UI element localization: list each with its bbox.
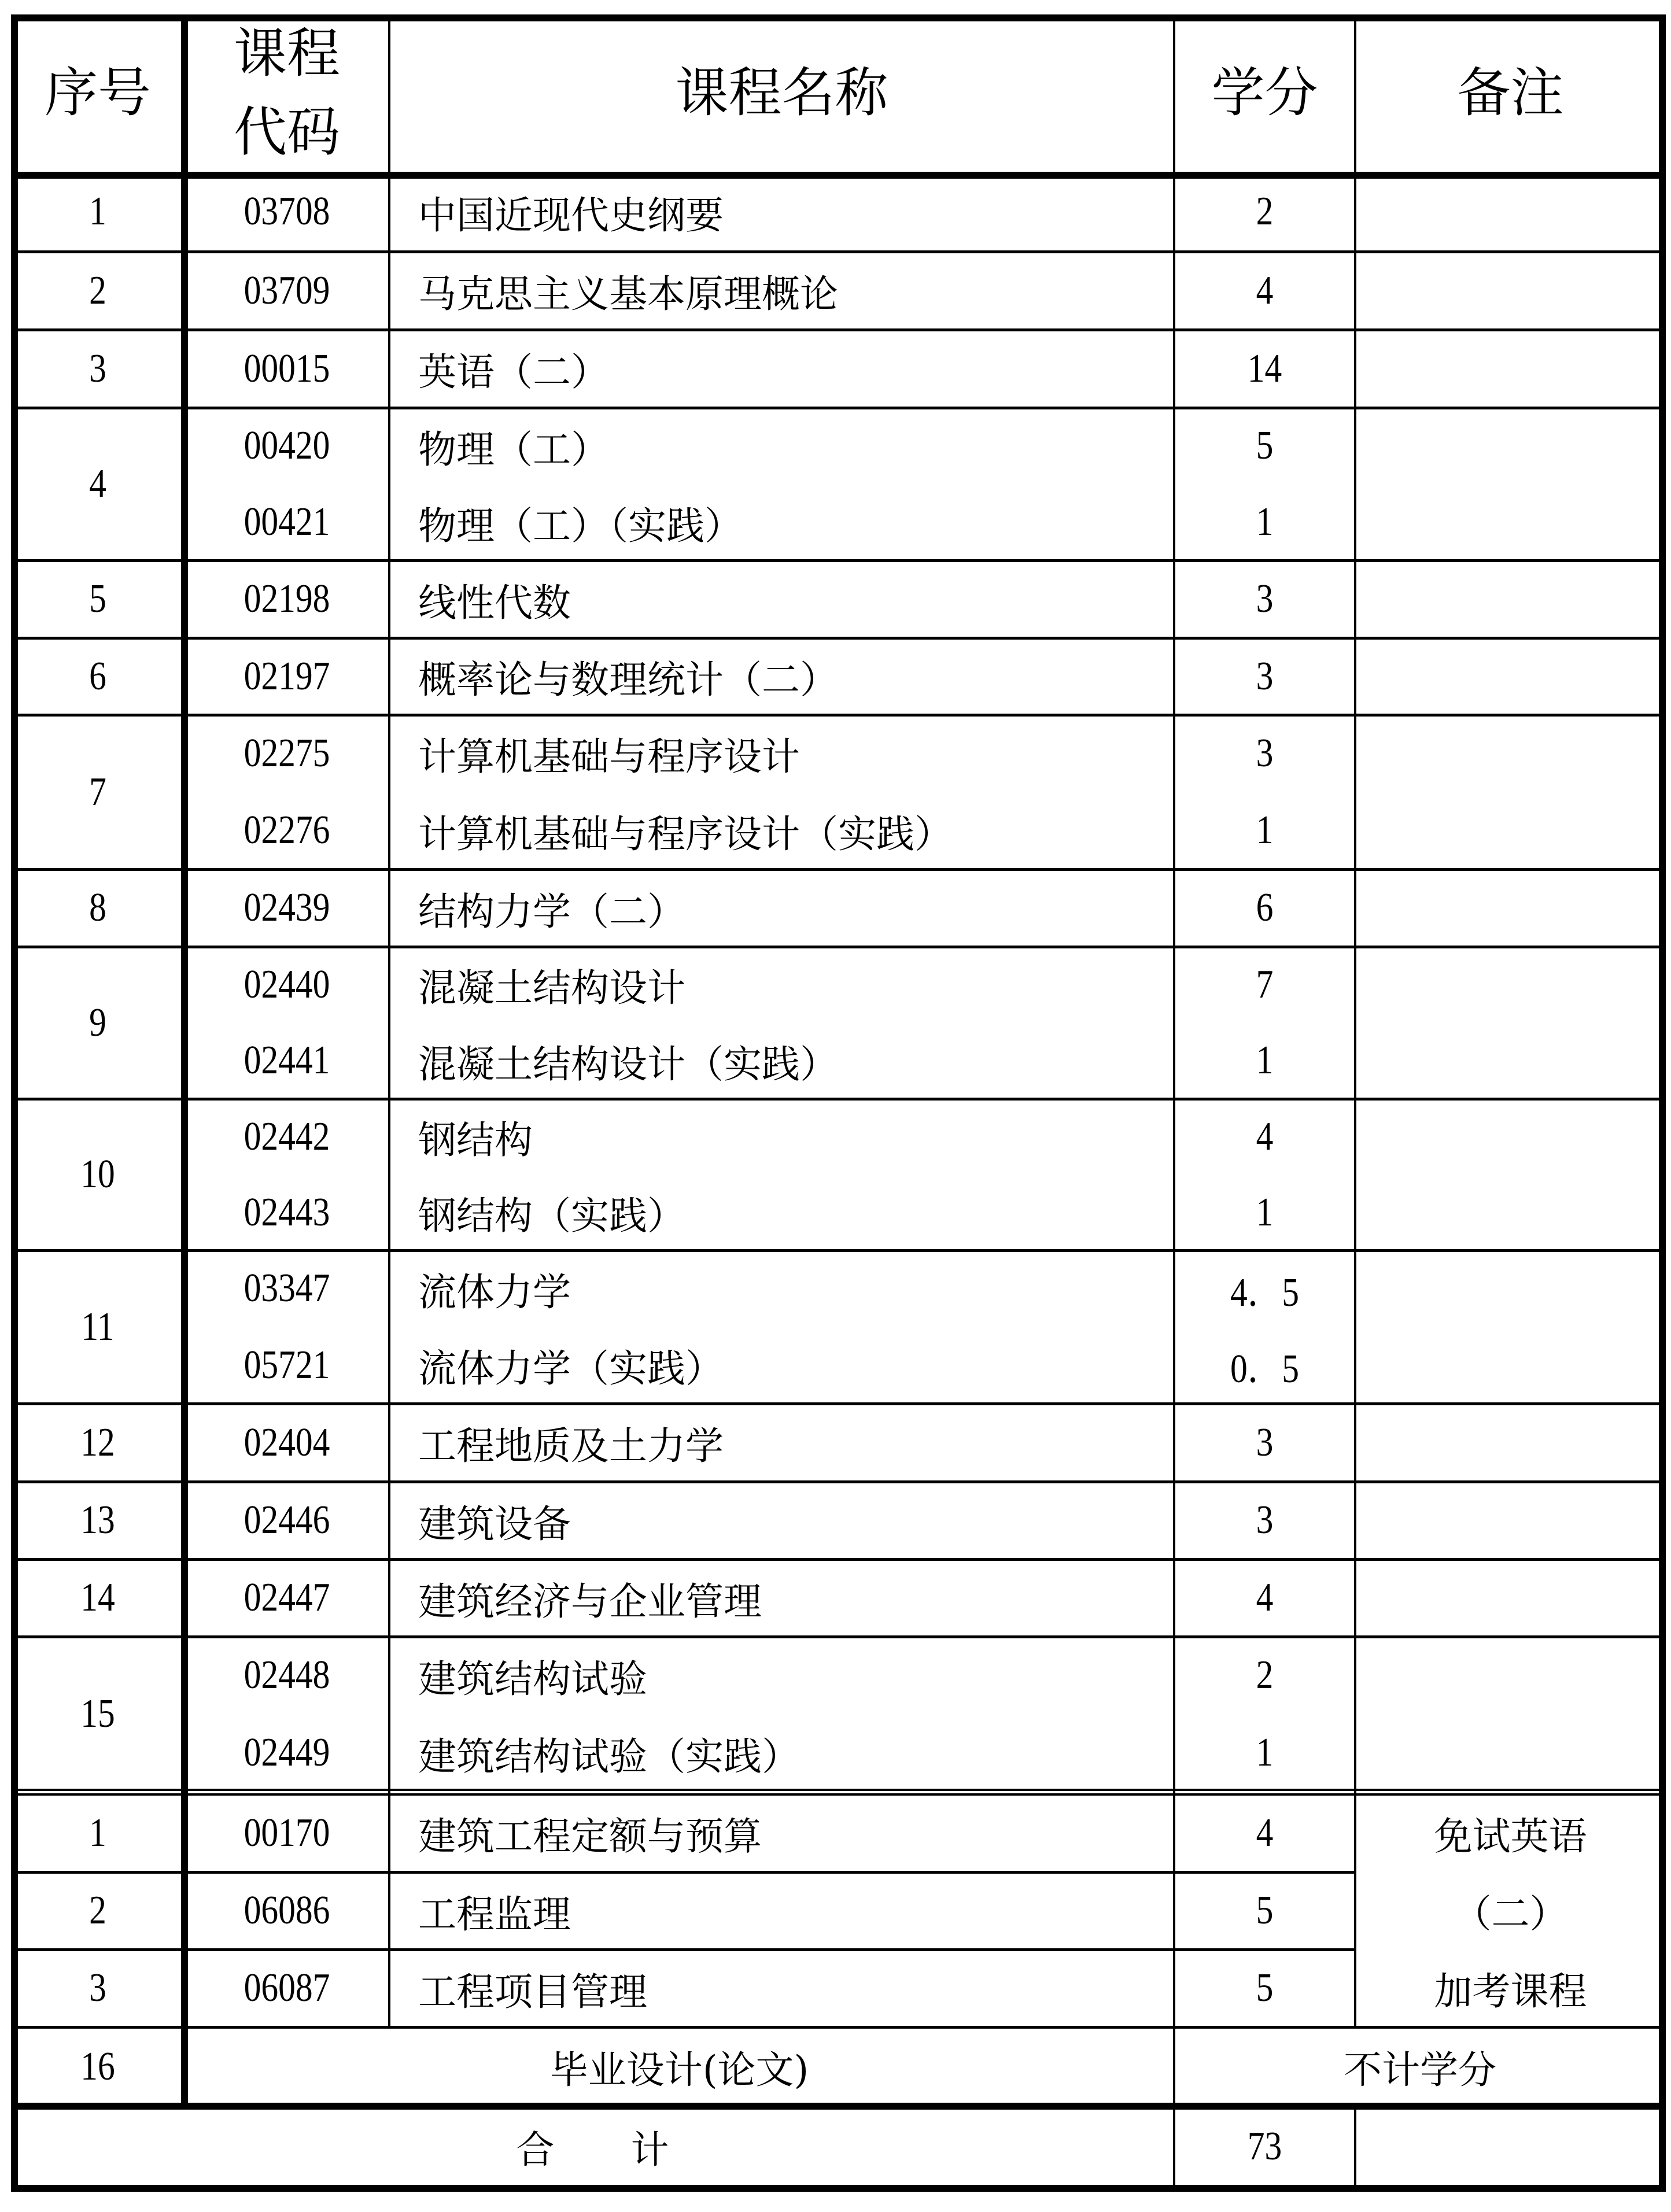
row-rule xyxy=(11,1249,1666,1252)
extra-credits-text: 5 xyxy=(1256,1888,1274,1933)
course-code-text: 02443 xyxy=(244,1190,330,1235)
course-credits xyxy=(1187,1250,1341,1327)
course-remarks xyxy=(1355,715,1666,869)
extra-credits-text: 5 xyxy=(1256,1966,1274,2010)
header-seq-text: 序号 xyxy=(44,62,151,124)
course-name xyxy=(389,1404,1174,1482)
row-rule xyxy=(11,559,1666,562)
header-code xyxy=(185,14,389,172)
row-rule xyxy=(11,637,1666,640)
row-seq xyxy=(24,1482,172,1559)
course-code xyxy=(200,484,374,560)
course-plan-table xyxy=(11,14,1666,2192)
course-credits xyxy=(1187,252,1341,330)
course-name xyxy=(389,408,1174,484)
thesis-name xyxy=(185,2027,1174,2106)
course-name xyxy=(389,1099,1174,1175)
course-code xyxy=(200,1714,374,1792)
total-remarks xyxy=(1355,2106,1666,2187)
course-code-text: 02198 xyxy=(244,577,330,621)
course-code xyxy=(200,1404,374,1482)
course-remarks xyxy=(1355,1250,1666,1404)
course-credits-text: 1 xyxy=(1256,1190,1274,1235)
course-name xyxy=(389,1559,1174,1637)
header-seq xyxy=(11,14,185,172)
course-name xyxy=(389,792,1174,870)
course-credits-text: 7 xyxy=(1256,962,1274,1007)
course-name-text: 混凝土结构设计 xyxy=(418,966,685,1011)
course-code-text: 02441 xyxy=(244,1038,330,1083)
course-name xyxy=(389,947,1174,1023)
course-code xyxy=(200,252,374,330)
course-code-text: 02275 xyxy=(244,730,330,776)
col-rule-credits-total xyxy=(1354,2106,1356,2187)
course-code xyxy=(200,330,374,408)
row-seq-text: 10 xyxy=(80,1152,115,1197)
course-code xyxy=(200,1250,374,1327)
extra-row-rule xyxy=(11,2026,1666,2029)
header-remarks-text: 备注 xyxy=(1457,62,1564,124)
row-seq-text: 14 xyxy=(80,1575,115,1620)
course-name-text: 工程地质及土力学 xyxy=(418,1424,724,1468)
extra-name-text: 工程项目管理 xyxy=(418,1969,647,2014)
row-rule xyxy=(11,868,1666,871)
header-credits-text: 学分 xyxy=(1211,62,1318,124)
course-credits-text: 4 xyxy=(1256,1114,1274,1159)
row-rule xyxy=(11,1480,1666,1483)
course-credits-text: 3 xyxy=(1256,653,1274,699)
extra-credits xyxy=(1187,1872,1341,1949)
double-rule-bottom xyxy=(11,1793,1666,1796)
course-remarks xyxy=(1355,1637,1666,1792)
course-name-text: 混凝土结构设计（实践） xyxy=(418,1042,838,1087)
course-credits xyxy=(1187,1482,1341,1559)
header-code-line2: 代码 xyxy=(233,101,340,164)
course-remarks xyxy=(1355,560,1666,638)
row-rule xyxy=(11,1558,1666,1561)
course-code-text: 02448 xyxy=(244,1653,330,1697)
course-name-text: 英语（二） xyxy=(418,350,609,394)
extra-name-text: 工程监理 xyxy=(418,1892,571,1937)
course-credits-text: 0．5 xyxy=(1230,1347,1299,1392)
course-code xyxy=(200,1023,374,1099)
extra-code-text: 00170 xyxy=(244,1810,330,1855)
course-name-text: 马克思主义基本原理概论 xyxy=(418,272,838,316)
course-credits-text: 1 xyxy=(1256,1730,1274,1775)
course-credits-text: 3 xyxy=(1256,1420,1274,1465)
row-seq-text: 12 xyxy=(80,1420,115,1465)
course-name-text: 物理（工）（实践） xyxy=(418,503,743,548)
extra-seq xyxy=(24,1949,172,2027)
course-code xyxy=(200,947,374,1023)
row-rule xyxy=(11,328,1666,331)
total-label-text: 合 计 xyxy=(516,2128,669,2172)
row-seq-text: 7 xyxy=(89,769,106,814)
course-credits xyxy=(1187,560,1341,638)
course-name xyxy=(389,869,1174,947)
total-credits xyxy=(1187,2106,1341,2187)
row-seq-text: 13 xyxy=(80,1498,115,1542)
extra-seq-text: 3 xyxy=(89,1966,106,2010)
row-seq xyxy=(24,869,172,947)
course-name-text: 建筑经济与企业管理 xyxy=(418,1579,762,1624)
course-name-text: 物理（工） xyxy=(418,427,609,472)
course-name xyxy=(389,330,1174,408)
row-seq xyxy=(24,330,172,408)
extra-seq-text: 1 xyxy=(89,1810,106,1855)
course-credits-text: 2 xyxy=(1256,1653,1274,1697)
course-credits-text: 3 xyxy=(1256,577,1274,621)
course-name-text: 中国近现代史纲要 xyxy=(418,193,724,238)
extra-code-text: 06087 xyxy=(244,1966,330,2010)
row-seq xyxy=(24,715,172,869)
header-bottom-rule xyxy=(11,172,1666,179)
course-code xyxy=(200,1099,374,1175)
course-code-text: 00420 xyxy=(244,423,330,468)
course-name xyxy=(389,1250,1174,1327)
row-seq-text: 11 xyxy=(81,1304,115,1349)
row-seq-text: 2 xyxy=(89,268,106,313)
course-name xyxy=(389,172,1174,252)
course-remarks xyxy=(1355,1099,1666,1250)
course-code-text: 02446 xyxy=(244,1498,330,1542)
course-code xyxy=(200,1327,374,1404)
course-credits xyxy=(1187,1559,1341,1637)
extra-remark-line1: 免试英语 xyxy=(1434,1814,1587,1859)
course-name xyxy=(389,715,1174,792)
row-seq xyxy=(24,1099,172,1250)
thesis-credits xyxy=(1174,2027,1666,2106)
course-name xyxy=(389,560,1174,638)
total-top-rule xyxy=(11,2103,1666,2110)
course-credits-text: 5 xyxy=(1256,423,1274,468)
course-credits-text: 1 xyxy=(1256,808,1274,853)
course-name xyxy=(389,1714,1174,1792)
course-code xyxy=(200,1559,374,1637)
course-code-text: 00421 xyxy=(244,500,330,544)
extra-code-text: 06086 xyxy=(244,1888,330,1933)
table-left-border xyxy=(11,14,18,2192)
row-seq-text: 6 xyxy=(89,653,106,699)
course-credits-text: 1 xyxy=(1256,1038,1274,1083)
course-credits xyxy=(1187,1175,1341,1250)
course-credits xyxy=(1187,172,1341,252)
total-credits-text: 73 xyxy=(1247,2124,1282,2169)
row-rule xyxy=(11,407,1666,409)
header-name xyxy=(389,14,1174,172)
course-credits-text: 4 xyxy=(1256,268,1274,313)
extra-credits xyxy=(1187,1949,1341,2027)
extra-code xyxy=(200,1794,374,1872)
extra-seq xyxy=(24,1794,172,1872)
course-name-text: 线性代数 xyxy=(418,580,571,625)
double-rule-top xyxy=(11,1789,1666,1791)
row-seq xyxy=(24,408,172,560)
course-name xyxy=(389,1327,1174,1404)
row-rule xyxy=(11,1635,1666,1638)
course-code-text: 05721 xyxy=(244,1342,330,1387)
extra-remark xyxy=(1355,1794,1666,2027)
course-credits-text: 4 xyxy=(1256,1575,1274,1620)
row-rule xyxy=(11,250,1666,253)
course-code-text: 03708 xyxy=(244,189,330,234)
course-credits xyxy=(1187,1714,1341,1792)
table-bottom-border xyxy=(11,2185,1666,2192)
col-rule-code xyxy=(388,14,390,2027)
extra-name xyxy=(389,1872,1174,1949)
course-remarks xyxy=(1355,330,1666,408)
extra-remark-line3: 加考课程 xyxy=(1434,1969,1587,2014)
total-label xyxy=(11,2106,1174,2187)
course-code xyxy=(200,715,374,792)
course-code xyxy=(200,792,374,870)
row-seq xyxy=(24,1250,172,1404)
course-remarks xyxy=(1355,172,1666,252)
course-credits xyxy=(1187,869,1341,947)
row-seq xyxy=(24,560,172,638)
course-remarks xyxy=(1355,638,1666,715)
course-name-text: 建筑结构试验 xyxy=(418,1656,647,1701)
course-remarks xyxy=(1355,1559,1666,1637)
course-credits xyxy=(1187,330,1341,408)
col-rule-credits xyxy=(1354,14,1356,2027)
course-name xyxy=(389,484,1174,560)
course-name-text: 钢结构（实践） xyxy=(418,1194,685,1238)
course-name-text: 建筑结构试验（实践） xyxy=(418,1734,800,1779)
course-code-text: 03709 xyxy=(244,268,330,313)
course-code-text: 02439 xyxy=(244,885,330,930)
course-code xyxy=(200,560,374,638)
course-credits xyxy=(1187,947,1341,1023)
course-name-text: 结构力学（二） xyxy=(418,889,685,934)
row-seq xyxy=(24,1637,172,1792)
course-name-text: 计算机基础与程序设计（实践） xyxy=(418,811,953,856)
course-code-text: 00015 xyxy=(244,346,330,391)
row-seq-text: 15 xyxy=(80,1692,115,1736)
thesis-seq-text: 16 xyxy=(80,2044,115,2089)
course-name-text: 流体力学（实践） xyxy=(418,1346,724,1391)
row-seq-text: 4 xyxy=(89,461,106,506)
extra-name xyxy=(389,1949,1174,2027)
course-credits xyxy=(1187,1327,1341,1404)
col-rule-name xyxy=(1173,14,1175,2192)
course-remarks xyxy=(1355,408,1666,560)
course-remarks xyxy=(1355,1404,1666,1482)
course-remarks xyxy=(1355,947,1666,1099)
extra-name-text: 建筑工程定额与预算 xyxy=(418,1814,762,1859)
course-credits-text: 1 xyxy=(1256,500,1274,544)
course-remarks xyxy=(1355,869,1666,947)
course-name xyxy=(389,1023,1174,1099)
course-credits xyxy=(1187,1099,1341,1175)
course-credits xyxy=(1187,1637,1341,1714)
course-name xyxy=(389,1482,1174,1559)
extra-remark-line2: （二） xyxy=(1453,1891,1568,1936)
course-name-text: 概率论与数理统计（二） xyxy=(418,658,838,702)
course-code-text: 02449 xyxy=(244,1730,330,1775)
course-credits-text: 3 xyxy=(1256,1498,1274,1542)
course-code xyxy=(200,1637,374,1714)
row-rule xyxy=(11,714,1666,717)
course-credits xyxy=(1187,484,1341,560)
header-credits xyxy=(1174,14,1355,172)
course-credits-text: 6 xyxy=(1256,885,1274,930)
course-credits-text: 2 xyxy=(1256,189,1274,234)
course-code xyxy=(200,408,374,484)
header-code-stack xyxy=(234,14,340,172)
row-seq-text: 8 xyxy=(89,885,106,930)
header-code-line1: 课程 xyxy=(233,23,340,85)
row-rule xyxy=(11,1402,1666,1405)
course-name xyxy=(389,1637,1174,1714)
course-credits-text: 14 xyxy=(1247,346,1282,391)
extra-remark-stack xyxy=(1434,1794,1587,2027)
thesis-name-text: 毕业设计(论文) xyxy=(549,2048,809,2092)
row-seq xyxy=(24,172,172,252)
course-code xyxy=(200,1482,374,1559)
row-seq xyxy=(24,1559,172,1637)
course-credits xyxy=(1187,1404,1341,1482)
row-seq-text: 9 xyxy=(89,1000,106,1045)
course-credits-text: 4．5 xyxy=(1230,1270,1299,1315)
course-name xyxy=(389,1175,1174,1250)
extra-credits xyxy=(1187,1794,1341,1872)
course-name xyxy=(389,252,1174,330)
course-code xyxy=(200,172,374,252)
course-code-text: 03347 xyxy=(244,1266,330,1311)
course-name-text: 建筑设备 xyxy=(418,1501,571,1546)
course-credits xyxy=(1187,408,1341,484)
course-code xyxy=(200,638,374,715)
course-code xyxy=(200,869,374,947)
course-code-text: 02440 xyxy=(244,962,330,1007)
course-code-text: 02197 xyxy=(244,653,330,699)
row-seq-text: 5 xyxy=(89,577,106,621)
row-seq xyxy=(24,252,172,330)
extra-code xyxy=(200,1949,374,2027)
course-code-text: 02276 xyxy=(244,808,330,853)
extra-row-rule xyxy=(11,1948,1355,1951)
course-credits xyxy=(1187,638,1341,715)
course-remarks xyxy=(1355,1482,1666,1559)
thesis-credits-text: 不计学分 xyxy=(1344,2048,1496,2092)
extra-credits-text: 4 xyxy=(1256,1810,1274,1855)
extra-seq xyxy=(24,1872,172,1949)
row-seq xyxy=(24,638,172,715)
row-rule xyxy=(11,946,1666,948)
table-top-border xyxy=(11,14,1666,21)
course-name xyxy=(389,638,1174,715)
course-code xyxy=(200,1175,374,1250)
course-remarks xyxy=(1355,252,1666,330)
course-code-text: 02442 xyxy=(244,1114,330,1159)
extra-code xyxy=(200,1872,374,1949)
row-seq-text: 1 xyxy=(89,189,106,234)
extra-seq-text: 2 xyxy=(89,1888,106,1933)
row-seq xyxy=(24,1404,172,1482)
course-credits xyxy=(1187,792,1341,870)
course-code-text: 02404 xyxy=(244,1420,330,1465)
course-code-text: 02447 xyxy=(244,1575,330,1620)
course-credits xyxy=(1187,715,1341,792)
table-right-border xyxy=(1659,14,1666,2192)
course-credits xyxy=(1187,1023,1341,1099)
extra-name xyxy=(389,1794,1174,1872)
course-credits-text: 3 xyxy=(1256,730,1274,776)
extra-row-rule xyxy=(11,1871,1355,1874)
course-name-text: 计算机基础与程序设计 xyxy=(418,734,800,780)
row-rule xyxy=(11,1098,1666,1101)
course-name-text: 流体力学 xyxy=(418,1269,571,1314)
thesis-seq xyxy=(24,2027,172,2106)
header-remarks xyxy=(1355,14,1666,172)
row-seq-text: 3 xyxy=(89,346,106,391)
row-seq xyxy=(24,947,172,1099)
header-name-text: 课程名称 xyxy=(675,62,888,124)
course-name-text: 钢结构 xyxy=(418,1118,533,1162)
